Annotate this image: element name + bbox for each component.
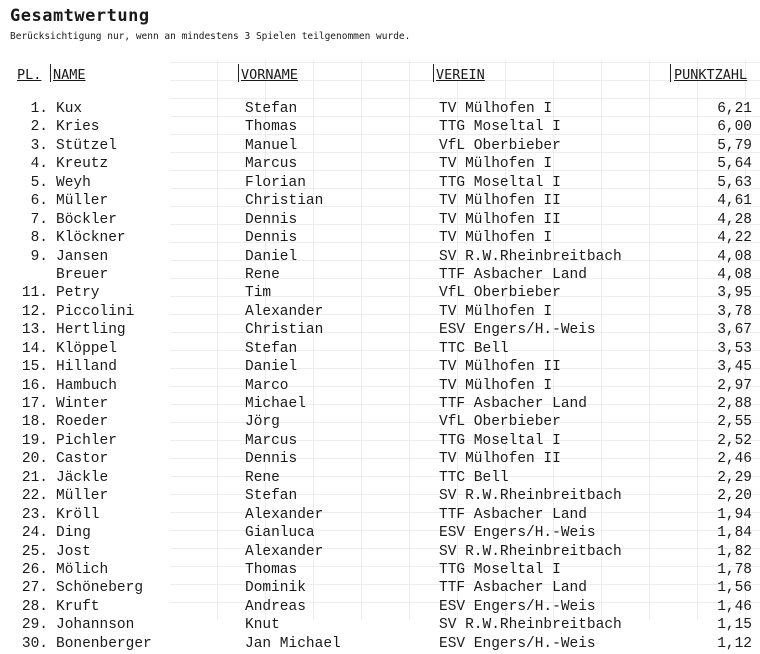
name-cell: Müller — [56, 488, 109, 505]
rank-cell: 2. — [30, 119, 48, 136]
first-name-cell: Dominik — [245, 580, 306, 597]
rank-cell: 28. — [21, 598, 48, 615]
name-cell: Müller — [56, 193, 109, 210]
score-cell: 2,29 — [717, 469, 752, 486]
column-separator — [433, 64, 434, 82]
club-cell: TV Mülhofen I — [439, 101, 553, 117]
first-name-cell: Christian — [245, 193, 324, 210]
first-name-cell: Rene — [245, 469, 280, 486]
club-cell: SV R.W.Rheinbreitbach — [439, 543, 622, 560]
name-cell: Ding — [56, 525, 91, 542]
club-cell: TTF Asbacher Land — [439, 396, 587, 412]
score-cell: 1,94 — [717, 506, 752, 523]
club-cell: TTC Bell — [439, 469, 509, 486]
table-row — [0, 598, 760, 616]
rank-cell: 1. — [30, 101, 48, 117]
score-cell: 1,84 — [717, 525, 752, 542]
score-cell: 2,55 — [717, 414, 752, 431]
rank-cell: 19. — [21, 432, 48, 449]
first-name-cell: Thomas — [245, 119, 298, 136]
table-row — [0, 450, 760, 468]
header-punktzahl: PUNKTZAHL — [674, 67, 748, 83]
rank-cell: 22. — [21, 488, 48, 505]
score-cell: 3,53 — [717, 340, 752, 357]
club-cell: TV Mülhofen I — [439, 377, 553, 394]
name-cell: Hambuch — [56, 377, 117, 394]
score-cell: 3,78 — [717, 303, 752, 320]
table-row — [0, 229, 760, 247]
first-name-cell: Dennis — [245, 211, 298, 228]
rank-cell: 27. — [21, 580, 48, 597]
table-row — [0, 321, 760, 339]
club-cell: TV Mülhofen I — [439, 156, 553, 173]
club-cell: VfL Oberbieber — [439, 285, 561, 302]
rank-cell: 24. — [21, 525, 48, 542]
name-cell: Piccolini — [56, 303, 135, 320]
table-row — [0, 266, 760, 284]
name-cell: Castor — [56, 451, 109, 468]
table-row — [0, 432, 760, 450]
table-row — [0, 377, 760, 395]
table-row — [0, 469, 760, 487]
first-name-cell: Manuel — [245, 137, 298, 154]
rank-cell: 30. — [21, 635, 48, 652]
table-row — [0, 635, 760, 653]
name-cell: Pichler — [56, 432, 117, 449]
name-cell: Hertling — [56, 322, 126, 339]
rank-cell: 9. — [30, 248, 48, 265]
table-row — [0, 524, 760, 542]
name-cell: Klöckner — [56, 230, 126, 247]
table-row — [0, 155, 760, 173]
name-cell: Klöppel — [56, 340, 117, 357]
rank-cell: 5. — [30, 174, 48, 191]
table-row — [0, 561, 760, 579]
name-cell: Kröll — [56, 506, 100, 523]
first-name-cell: Stefan — [245, 101, 298, 117]
table-row — [0, 395, 760, 413]
table-row — [0, 174, 760, 192]
table-row — [0, 413, 760, 431]
page-title: Gesamtwertung — [10, 6, 150, 26]
first-name-cell: Alexander — [245, 506, 324, 523]
name-cell: Hilland — [56, 359, 117, 376]
name-cell: Bonenberger — [56, 635, 152, 652]
score-cell: 1,56 — [717, 580, 752, 597]
club-cell: TTF Asbacher Land — [439, 266, 587, 283]
score-cell: 1,46 — [717, 598, 752, 615]
score-cell: 6,00 — [717, 119, 752, 136]
club-cell: ESV Engers/H.-Weis — [439, 525, 596, 542]
name-cell: Jost — [56, 543, 91, 560]
club-cell: ESV Engers/H.-Weis — [439, 322, 596, 339]
name-cell: Schöneberg — [56, 580, 144, 597]
rank-cell: 7. — [30, 211, 48, 228]
header-name: NAME — [53, 67, 86, 83]
club-cell: TTF Asbacher Land — [439, 580, 587, 597]
name-cell: Kruft — [56, 598, 100, 615]
column-separator — [50, 64, 51, 82]
rank-cell: 20. — [21, 451, 48, 468]
table-row — [0, 192, 760, 210]
table-row — [0, 211, 760, 229]
club-cell: TV Mülhofen I — [439, 230, 553, 247]
name-cell: Winter — [56, 396, 109, 412]
table-row — [0, 543, 760, 561]
score-cell: 1,12 — [717, 635, 752, 652]
club-cell: SV R.W.Rheinbreitbach — [439, 617, 622, 634]
first-name-cell: Alexander — [245, 303, 324, 320]
score-cell: 4,08 — [717, 266, 752, 283]
first-name-cell: Marcus — [245, 156, 298, 173]
first-name-cell: Daniel — [245, 359, 298, 376]
rank-cell: 12. — [21, 303, 48, 320]
name-cell: Breuer — [56, 266, 109, 283]
score-cell: 2,97 — [717, 377, 752, 394]
first-name-cell: Andreas — [245, 598, 306, 615]
table-row — [0, 284, 760, 302]
rank-cell: 18. — [21, 414, 48, 431]
first-name-cell: Knut — [245, 617, 280, 634]
column-separator — [238, 64, 239, 82]
first-name-cell: Marcus — [245, 432, 298, 449]
first-name-cell: Dennis — [245, 230, 298, 247]
club-cell: TTG Moseltal I — [439, 432, 561, 449]
name-cell: Kreutz — [56, 156, 109, 173]
header-pl: PL. — [17, 67, 42, 83]
rank-cell: 3. — [30, 137, 48, 154]
first-name-cell: Michael — [245, 396, 306, 412]
name-cell: Johannson — [56, 617, 135, 634]
club-cell: TTG Moseltal I — [439, 561, 561, 578]
club-cell: ESV Engers/H.-Weis — [439, 635, 596, 652]
name-cell: Kries — [56, 119, 100, 136]
rank-cell: 23. — [21, 506, 48, 523]
club-cell: ESV Engers/H.-Weis — [439, 598, 596, 615]
name-cell: Weyh — [56, 174, 91, 191]
name-cell: Jansen — [56, 248, 109, 265]
name-cell: Jäckle — [56, 469, 109, 486]
club-cell: TV Mülhofen II — [439, 193, 561, 210]
rank-cell: 4. — [30, 156, 48, 173]
page-subtitle: Berücksichtigung nur, wenn an mindestens 3 Spielen teilgenommen wurde. — [10, 31, 411, 42]
table-row — [0, 358, 760, 376]
first-name-cell: Marco — [245, 377, 289, 394]
first-name-cell: Alexander — [245, 543, 324, 560]
rank-cell: 8. — [30, 230, 48, 247]
header-verein: VEREIN — [436, 67, 485, 83]
score-cell: 5,79 — [717, 137, 752, 154]
club-cell: TTF Asbacher Land — [439, 506, 587, 523]
table-row — [0, 100, 760, 118]
score-cell: 3,67 — [717, 322, 752, 339]
rank-cell: 21. — [21, 469, 48, 486]
club-cell: VfL Oberbieber — [439, 414, 561, 431]
rank-cell: 13. — [21, 322, 48, 339]
score-cell: 4,61 — [717, 193, 752, 210]
club-cell: TTG Moseltal I — [439, 119, 561, 136]
first-name-cell: Stefan — [245, 488, 298, 505]
club-cell: TTC Bell — [439, 340, 509, 357]
rank-cell: 17. — [21, 396, 48, 412]
table-row — [0, 118, 760, 136]
first-name-cell: Gianluca — [245, 525, 315, 542]
name-cell: Mölich — [56, 561, 109, 578]
name-cell: Böckler — [56, 211, 117, 228]
club-cell: TV Mülhofen I — [439, 303, 553, 320]
club-cell: TTG Moseltal I — [439, 174, 561, 191]
rank-cell: 14. — [21, 340, 48, 357]
rank-cell: 15. — [21, 359, 48, 376]
rank-cell: 11. — [21, 285, 48, 302]
score-cell: 5,63 — [717, 174, 752, 191]
club-cell: SV R.W.Rheinbreitbach — [439, 488, 622, 505]
club-cell: TV Mülhofen II — [439, 211, 561, 228]
score-cell: 4,22 — [717, 230, 752, 247]
score-cell: 5,64 — [717, 156, 752, 173]
score-cell: 3,45 — [717, 359, 752, 376]
score-cell: 4,08 — [717, 248, 752, 265]
club-cell: VfL Oberbieber — [439, 137, 561, 154]
rank-cell: 29. — [21, 617, 48, 634]
first-name-cell: Christian — [245, 322, 324, 339]
club-cell: TV Mülhofen II — [439, 359, 561, 376]
table-row — [0, 303, 760, 321]
header-vorname: VORNAME — [241, 67, 298, 83]
table-row — [0, 506, 760, 524]
club-cell: TV Mülhofen II — [439, 451, 561, 468]
column-separator — [670, 64, 671, 82]
table-row — [0, 340, 760, 358]
first-name-cell: Jan Michael — [245, 635, 341, 652]
table-row — [0, 616, 760, 634]
table-row — [0, 137, 760, 155]
first-name-cell: Stefan — [245, 340, 298, 357]
rank-cell: 16. — [21, 377, 48, 394]
first-name-cell: Dennis — [245, 451, 298, 468]
rank-cell: 26. — [21, 561, 48, 578]
name-cell: Roeder — [56, 414, 109, 431]
table-row — [0, 487, 760, 505]
name-cell: Kux — [56, 101, 83, 117]
score-cell: 2,46 — [717, 451, 752, 468]
name-cell: Petry — [56, 285, 100, 302]
first-name-cell: Rene — [245, 266, 280, 283]
table-row — [0, 579, 760, 597]
rank-cell: 25. — [21, 543, 48, 560]
ranking-table — [0, 100, 760, 653]
score-cell: 3,95 — [717, 285, 752, 302]
score-cell: 2,20 — [717, 488, 752, 505]
first-name-cell: Thomas — [245, 561, 298, 578]
first-name-cell: Jörg — [245, 414, 280, 431]
name-cell: Stützel — [56, 137, 117, 154]
rank-cell: 6. — [30, 193, 48, 210]
first-name-cell: Tim — [245, 285, 272, 302]
score-cell: 1,82 — [717, 543, 752, 560]
first-name-cell: Florian — [245, 174, 306, 191]
score-cell: 2,52 — [717, 432, 752, 449]
score-cell: 1,15 — [717, 617, 752, 634]
score-cell: 2,88 — [717, 396, 752, 412]
table-row — [0, 248, 760, 266]
score-cell: 6,21 — [717, 101, 752, 117]
club-cell: SV R.W.Rheinbreitbach — [439, 248, 622, 265]
score-cell: 1,78 — [717, 561, 752, 578]
score-cell: 4,28 — [717, 211, 752, 228]
first-name-cell: Daniel — [245, 248, 298, 265]
